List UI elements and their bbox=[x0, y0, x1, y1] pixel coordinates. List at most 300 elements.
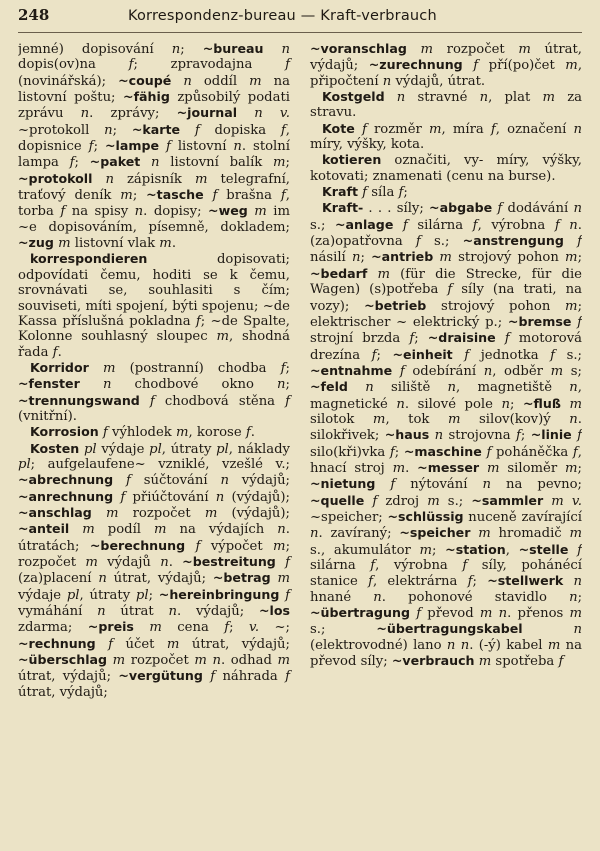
grammar-label: m bbox=[85, 555, 98, 570]
definition-text: súčtování bbox=[130, 473, 221, 489]
definition-text: chodbové okno bbox=[111, 377, 278, 393]
grammar-label: n bbox=[447, 380, 457, 396]
definition-text: násilí bbox=[310, 250, 352, 266]
grammar-label: n bbox=[168, 604, 177, 620]
definition-text: zdarma; bbox=[18, 620, 88, 636]
definition-text bbox=[407, 42, 421, 57]
grammar-label: f bbox=[60, 204, 66, 220]
definition-text bbox=[89, 361, 103, 376]
definition-text bbox=[80, 377, 103, 392]
definition-text: . stolní lampa bbox=[18, 139, 290, 171]
definition-text bbox=[204, 188, 213, 203]
definition-text bbox=[496, 331, 505, 346]
grammar-label: m bbox=[479, 606, 493, 622]
headword: ~karte bbox=[131, 121, 181, 137]
definition-text: cena bbox=[161, 620, 225, 636]
definition-text: výhlodek bbox=[107, 425, 176, 441]
grammar-label: m bbox=[377, 266, 390, 282]
definition-text: (vnitřní). bbox=[18, 408, 77, 424]
definition-text: ~; bbox=[259, 620, 291, 636]
headword: Kostgeld bbox=[322, 89, 385, 105]
grammar-label: m bbox=[273, 538, 286, 554]
definition-text: brašna bbox=[217, 188, 281, 204]
definition-text: na převod síly; bbox=[310, 637, 582, 670]
grammar-label: f bbox=[195, 538, 201, 554]
headword: ~fluß bbox=[523, 395, 561, 411]
headword: ~abgabe bbox=[429, 200, 493, 216]
definition-text bbox=[180, 123, 195, 138]
grammar-label: f bbox=[361, 121, 367, 137]
definition-text: účet bbox=[113, 636, 167, 652]
grammar-label: f bbox=[462, 558, 468, 573]
headword: ~draisine bbox=[427, 330, 496, 346]
grammar-label: m bbox=[518, 42, 531, 57]
definition-text: ; bbox=[285, 155, 290, 171]
definition-text: s.; bbox=[555, 347, 582, 363]
definition-text: spotřeba bbox=[491, 654, 559, 670]
definition-text: síla bbox=[367, 185, 399, 201]
grammar-label: m bbox=[569, 526, 582, 542]
definition-text: , útraty bbox=[79, 587, 136, 603]
grammar-label: n bbox=[396, 90, 406, 106]
definition-text bbox=[263, 42, 281, 57]
grammar-label: m bbox=[392, 460, 406, 476]
grammar-label: n bbox=[310, 526, 319, 542]
definition-text: ; aufgelaufene~ vzniklé, vzešlé v.; bbox=[30, 456, 290, 472]
definition-text bbox=[92, 172, 105, 187]
grammar-label: m bbox=[154, 522, 167, 538]
headword: ~station bbox=[445, 541, 506, 557]
definition-text: označiti, vy- míry, výšky, kotovati; znamenati (cenu na burse). bbox=[310, 153, 582, 184]
headword: ~fenster bbox=[18, 376, 80, 392]
grammar-label: m bbox=[277, 571, 290, 587]
grammar-label: n bbox=[573, 574, 582, 590]
grammar-label: n bbox=[365, 380, 374, 396]
two-column-body bbox=[18, 41, 582, 851]
grammar-label: f bbox=[486, 444, 492, 460]
grammar-label: pl bbox=[66, 587, 80, 603]
grammar-label: n bbox=[351, 250, 361, 266]
definition-text: (elektrovodné) lano bbox=[310, 637, 447, 653]
headword: ~anlage bbox=[334, 216, 394, 232]
definition-text bbox=[367, 267, 377, 282]
grammar-label: f bbox=[285, 587, 290, 603]
definition-text: . odhad bbox=[220, 653, 278, 669]
definition-text: strojní brzda bbox=[310, 331, 410, 347]
grammar-label: n bbox=[277, 377, 286, 393]
grammar-label: f bbox=[368, 574, 373, 590]
grammar-label: pl bbox=[135, 587, 149, 603]
dictionary-entry bbox=[18, 424, 290, 440]
grammar-label: pl bbox=[149, 441, 162, 457]
grammar-label: m bbox=[175, 425, 189, 441]
definition-text: , připočtení bbox=[310, 58, 582, 89]
grammar-label: m bbox=[478, 654, 492, 670]
headword: ~maschine bbox=[403, 443, 482, 459]
grammar-label: n bbox=[183, 73, 192, 89]
definition-text: strojový pohon bbox=[426, 298, 566, 314]
grammar-label: m bbox=[478, 526, 491, 542]
definition-text: strojový pohon bbox=[451, 250, 566, 266]
grammar-label: n bbox=[134, 204, 144, 220]
left-column bbox=[18, 41, 300, 851]
headword: ~bedarf bbox=[310, 265, 368, 281]
grammar-label: m bbox=[550, 363, 564, 379]
definition-text: s; bbox=[563, 363, 582, 379]
headword: ~hereinbringung bbox=[158, 586, 280, 602]
grammar-label: m bbox=[542, 90, 556, 106]
definition-text: , torba bbox=[18, 188, 290, 220]
grammar-label: n bbox=[573, 201, 582, 217]
definition-text: ; bbox=[394, 444, 404, 460]
definition-text: na spisy bbox=[65, 204, 135, 220]
definition-text: , výrobna bbox=[375, 558, 463, 573]
definition-text bbox=[159, 139, 166, 154]
definition-text: silotok bbox=[310, 411, 373, 427]
definition-text: ; bbox=[577, 250, 582, 266]
definition-text: dopiska bbox=[199, 122, 281, 138]
definition-text: jednotka bbox=[469, 347, 551, 363]
headword: Korrosion bbox=[30, 424, 99, 440]
grammar-label: f bbox=[572, 444, 578, 460]
grammar-label: m bbox=[372, 411, 386, 427]
running-head: Korrespondenz-bureau — Kraft-verbrauch bbox=[128, 8, 437, 24]
definition-text: ; bbox=[285, 360, 290, 376]
dictionary-entry bbox=[310, 200, 582, 669]
grammar-label: n bbox=[281, 42, 290, 57]
grammar-label: f bbox=[402, 217, 408, 233]
headword: ~bremse bbox=[507, 313, 572, 329]
grammar-label: n bbox=[97, 604, 106, 620]
definition-text: výdajů bbox=[97, 555, 161, 570]
headword: ~protokoll bbox=[18, 170, 93, 186]
grammar-label: f bbox=[515, 428, 521, 444]
headword: ~lampe bbox=[104, 138, 160, 154]
grammar-label: m bbox=[273, 155, 286, 171]
definition-text bbox=[375, 477, 390, 492]
definition-text: , shodná řada bbox=[18, 329, 290, 360]
definition-text: ; bbox=[180, 42, 203, 57]
grammar-label: n bbox=[233, 139, 242, 155]
definition-text: , tok bbox=[385, 411, 448, 427]
headword: ~weg bbox=[208, 203, 248, 219]
definition-text: útrat, výdajů; bbox=[18, 669, 119, 685]
grammar-label: f bbox=[285, 57, 290, 73]
grammar-label: f bbox=[165, 139, 171, 155]
grammar-label: f bbox=[285, 669, 290, 685]
definition-text: ; bbox=[360, 250, 372, 266]
definition-text: dopis(ov)na bbox=[18, 57, 129, 73]
grammar-label: m bbox=[447, 411, 461, 427]
grammar-label: n bbox=[573, 121, 582, 137]
grammar-label: f bbox=[389, 444, 395, 460]
grammar-label: m bbox=[439, 250, 452, 266]
definition-text: stravné bbox=[405, 90, 480, 106]
definition-text: (za)placení bbox=[18, 571, 99, 587]
grammar-label: f bbox=[371, 347, 377, 363]
definition-text bbox=[355, 122, 362, 137]
grammar-label: f bbox=[245, 425, 251, 441]
grammar-label: f bbox=[102, 425, 108, 441]
definition-text: útrat, výdajů; bbox=[18, 684, 108, 700]
headword: ~anrechnung bbox=[18, 488, 114, 504]
grammar-label: m bbox=[428, 121, 442, 137]
definition-text: . . . síly; bbox=[363, 201, 430, 217]
grammar-label: m bbox=[194, 653, 207, 669]
definition-text bbox=[393, 218, 403, 233]
grammar-label: n bbox=[434, 428, 444, 444]
definition-text: . silové pole bbox=[404, 396, 502, 412]
dictionary-entry bbox=[18, 441, 290, 701]
definition-text: ; bbox=[74, 155, 90, 171]
grammar-label: pl bbox=[18, 456, 31, 472]
headword: ~quelle bbox=[310, 492, 365, 508]
definition-text: vymáhání bbox=[18, 604, 98, 620]
definition-text bbox=[453, 348, 465, 363]
definition-text: im ~e dopisováním, písemně, dokladem; bbox=[18, 204, 290, 235]
grammar-label: m bbox=[254, 204, 267, 220]
headword: Kraft bbox=[322, 184, 358, 200]
definition-text: , výrobna bbox=[477, 217, 555, 233]
grammar-label: f bbox=[149, 393, 155, 409]
headword: ~speicher bbox=[399, 525, 471, 541]
definition-text: převod bbox=[421, 606, 480, 622]
dictionary-entry bbox=[310, 89, 582, 121]
grammar-label: m v. bbox=[551, 493, 582, 509]
definition-text: ; bbox=[432, 542, 446, 558]
grammar-label: f bbox=[554, 217, 560, 233]
definition-text: . zavíraný; bbox=[318, 526, 400, 542]
grammar-label: f bbox=[280, 188, 286, 204]
definition-text: s.; bbox=[439, 493, 472, 509]
definition-text: . výdajů; bbox=[176, 604, 259, 620]
grammar-label: m bbox=[419, 542, 433, 558]
definition-text: rozpočet bbox=[433, 42, 519, 57]
definition-text: výdajů; bbox=[228, 473, 291, 489]
headword: ~preis bbox=[87, 619, 134, 635]
definition-text: ; bbox=[577, 589, 582, 605]
definition-text: náhrada bbox=[215, 669, 286, 685]
grammar-label: f bbox=[120, 489, 126, 505]
definition-text: . silokřivek; bbox=[310, 411, 582, 444]
headword: ~berechnung bbox=[89, 537, 186, 553]
definition-text: zdroj bbox=[377, 493, 428, 509]
definition-text: přiúčtování bbox=[125, 489, 216, 505]
grammar-label: n bbox=[569, 411, 578, 427]
definition-text: ; bbox=[414, 331, 428, 347]
definition-text: útrat, výdajů; bbox=[106, 571, 213, 587]
definition-text: s.; bbox=[310, 217, 335, 233]
definition-text: ; bbox=[472, 574, 488, 590]
headword: ~bureau bbox=[202, 41, 264, 56]
grammar-label: f bbox=[285, 393, 290, 409]
grammar-label: f bbox=[280, 122, 286, 138]
definition-text: s.; bbox=[420, 234, 463, 250]
headword: ~stellwerk bbox=[487, 573, 564, 589]
definition-text: ; bbox=[148, 587, 159, 603]
headword: ~einheit bbox=[392, 346, 453, 362]
grammar-label: f bbox=[390, 477, 396, 493]
definition-text: . zprávy; bbox=[89, 106, 177, 122]
definition-text: (postranní) chodba bbox=[115, 360, 281, 376]
grammar-label: n bbox=[498, 606, 508, 622]
definition-text: , elektrárna bbox=[372, 574, 468, 590]
grammar-label: f bbox=[194, 122, 200, 138]
grammar-label: m bbox=[277, 653, 290, 669]
definition-text: ~speicher; bbox=[310, 509, 388, 525]
headword: Korridor bbox=[30, 359, 89, 375]
page-header bbox=[18, 6, 582, 33]
grammar-label: n bbox=[483, 363, 493, 379]
headword: Kraft- bbox=[322, 200, 364, 216]
headword: ~betrag bbox=[212, 570, 271, 586]
definition-text: . bbox=[250, 425, 255, 441]
definition-text bbox=[113, 473, 126, 488]
grammar-label: f bbox=[224, 620, 230, 636]
headword: ~übertragungskabel bbox=[376, 621, 523, 637]
grammar-label: m bbox=[547, 637, 561, 653]
definition-text: zápisník bbox=[113, 171, 195, 187]
definition-text: nýtování bbox=[395, 477, 483, 493]
definition-text: síly, pohánécí stanice bbox=[310, 558, 582, 590]
definition-text: síly (na trati, na vozy); bbox=[310, 282, 582, 314]
grammar-label: m bbox=[204, 505, 218, 521]
definition-text: . dopisy; bbox=[143, 204, 209, 220]
definition-text: způsobilý podati zprávu bbox=[18, 90, 290, 122]
grammar-label: m bbox=[166, 636, 180, 652]
headword: ~vergütung bbox=[118, 668, 203, 684]
grammar-label: n bbox=[460, 637, 470, 653]
headword: ~trennungswand bbox=[18, 392, 140, 408]
definition-text bbox=[523, 622, 574, 637]
definition-text: silárna bbox=[407, 217, 473, 233]
definition-text bbox=[564, 234, 577, 249]
headword: ~antrieb bbox=[371, 249, 434, 265]
definition-text: . bbox=[405, 460, 418, 476]
definition-text bbox=[560, 218, 570, 233]
definition-text: útrat bbox=[105, 604, 169, 620]
headword: ~bestreitung bbox=[182, 554, 276, 569]
grammar-label: m bbox=[194, 171, 208, 187]
grammar-label: n bbox=[446, 637, 456, 653]
definition-text: dopisovati; odpovídati čemu, hoditi se k čemu, srovnávati se, souhlasiti s čím; souviseti, míti spojení, býti spojenu; ~de Kassa příslušná pokladna bbox=[18, 252, 290, 329]
grammar-label: n bbox=[501, 396, 510, 412]
definition-text: listovní vlak bbox=[70, 236, 160, 252]
definition-text: ; bbox=[229, 620, 250, 636]
grammar-label: f bbox=[128, 57, 134, 73]
definition-text: výdaje bbox=[96, 441, 150, 457]
grammar-label: f bbox=[69, 155, 75, 171]
definition-text: (výdajů); bbox=[224, 489, 290, 505]
headword: ~stelle bbox=[518, 541, 569, 557]
dictionary-entry bbox=[310, 121, 582, 153]
definition-text: ; rozpočet bbox=[18, 538, 291, 570]
grammar-label: f bbox=[490, 121, 496, 137]
headword: ~feld bbox=[310, 379, 348, 395]
definition-text: , bbox=[505, 542, 519, 558]
definition-text: ; bbox=[510, 396, 523, 412]
dictionary-entry bbox=[310, 184, 582, 200]
definition-text: pří(po)čet bbox=[478, 58, 566, 74]
definition-text: výdajů, útrat. bbox=[391, 73, 486, 89]
headword: kotieren bbox=[322, 152, 382, 168]
definition-text bbox=[92, 506, 106, 521]
grammar-label: n bbox=[212, 653, 221, 669]
headword: ~paket bbox=[89, 154, 141, 170]
definition-text: ; bbox=[132, 188, 147, 204]
dictionary-entry bbox=[18, 360, 290, 424]
definition-text: , hnací stroj bbox=[310, 444, 582, 476]
headword: ~nietung bbox=[310, 476, 376, 492]
grammar-label: m bbox=[82, 522, 95, 538]
grammar-label: f bbox=[464, 347, 470, 363]
definition-text: odebírání bbox=[404, 363, 484, 379]
definition-text: hnané bbox=[310, 589, 374, 605]
definition-text: ~protokoll bbox=[18, 122, 105, 138]
grammar-label: m bbox=[149, 620, 162, 636]
definition-text: . (za)opatřovna bbox=[310, 217, 582, 250]
definition-text: na výdajích bbox=[166, 522, 278, 538]
grammar-label: n bbox=[151, 155, 160, 171]
definition-text: za stravu. bbox=[310, 90, 582, 121]
entry-continuation bbox=[310, 41, 582, 89]
definition-text: (výdajů); bbox=[217, 505, 290, 521]
definition-text bbox=[276, 555, 285, 570]
definition-text: siloměr bbox=[499, 460, 566, 476]
grammar-label: m bbox=[420, 42, 434, 57]
grammar-label: m bbox=[569, 606, 582, 622]
definition-text: silov(kov)ý bbox=[460, 411, 570, 427]
definition-text bbox=[392, 364, 400, 379]
definition-text: , plat bbox=[488, 90, 543, 106]
definition-text: na listovní poštu; bbox=[18, 73, 290, 106]
definition-text bbox=[479, 461, 487, 476]
definition-text: motorová drezína bbox=[310, 331, 582, 363]
definition-text bbox=[96, 637, 108, 652]
headword: ~messer bbox=[417, 459, 480, 475]
definition-text: rozměr bbox=[366, 121, 429, 137]
grammar-label: n bbox=[104, 122, 113, 138]
definition-text bbox=[134, 620, 149, 635]
grammar-label: m bbox=[249, 73, 262, 89]
grammar-label: v. bbox=[249, 620, 260, 636]
grammar-label: f bbox=[497, 201, 503, 217]
grammar-label: f bbox=[473, 58, 479, 74]
definition-text: (für die Strecke, für die Wagen) (s)potřeba bbox=[310, 266, 582, 298]
grammar-label: f bbox=[577, 542, 582, 558]
definition-text: ; bbox=[376, 347, 393, 363]
grammar-label: f bbox=[212, 188, 218, 204]
definition-text: , odběr bbox=[492, 363, 551, 379]
definition-text: dodávání bbox=[502, 201, 574, 217]
grammar-label: n bbox=[396, 396, 405, 412]
headword: ~anstrengung bbox=[462, 233, 564, 249]
definition-text bbox=[185, 539, 195, 554]
definition-text: , označení bbox=[495, 121, 574, 137]
definition-text: ; bbox=[520, 428, 531, 444]
grammar-label: f bbox=[467, 574, 473, 590]
definition-text bbox=[568, 543, 577, 558]
definition-text: ; ~de Spalte, Kolonne souhlasný sloupec bbox=[18, 313, 290, 345]
grammar-label: f bbox=[108, 636, 113, 652]
definition-text bbox=[140, 394, 150, 409]
grammar-label: n bbox=[98, 571, 107, 587]
headword: ~voranschlag bbox=[310, 41, 407, 56]
definition-text: míry, výšky, kota. bbox=[310, 137, 425, 153]
grammar-label: m bbox=[216, 329, 229, 345]
definition-text: chodbová stěna bbox=[154, 393, 286, 409]
headword: ~übertragung bbox=[310, 605, 410, 621]
